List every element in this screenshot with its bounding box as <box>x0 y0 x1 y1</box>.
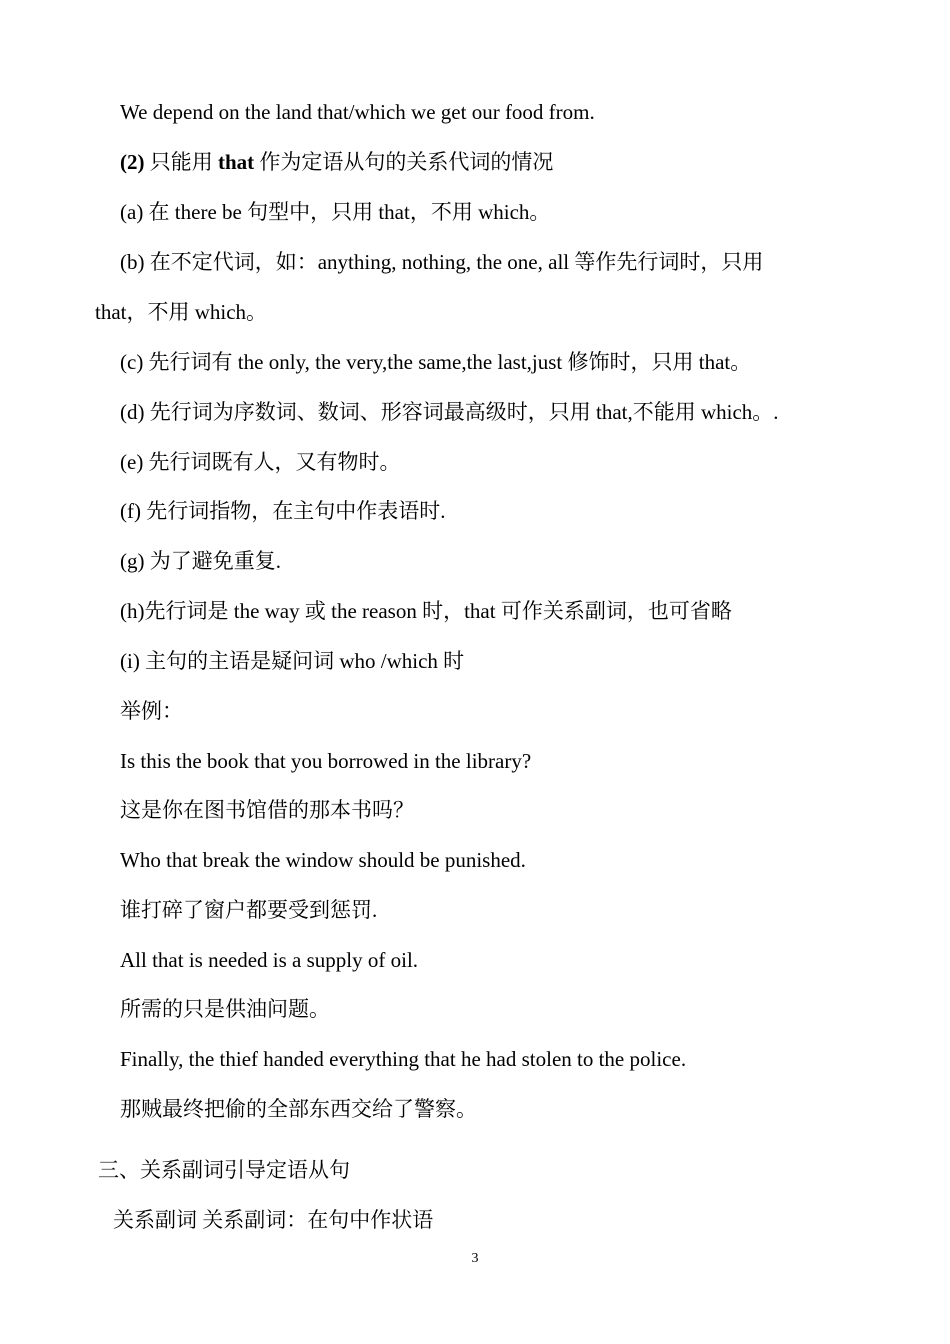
rule-e: (e) 先行词既有人，又有物时。 <box>120 450 401 474</box>
rule-b: (b) 在不定代词，如：anything, nothing, the one, all 等作先行词时，只用 <box>120 250 764 274</box>
rule-c: (c) 先行词有 the only, the very,the same,the last,just 修饰时，只用 that。 <box>120 350 752 374</box>
example-3-english: All that is needed is a supply of oil. <box>120 948 419 972</box>
example-1-chinese: 这是你在图书馆借的那本书吗？ <box>120 798 414 822</box>
example-4-english: Finally, the thief handed everything that he had stolen to the police. <box>120 1047 687 1071</box>
example-sentence-land: We depend on the land that/which we get our food from. <box>120 100 595 124</box>
rule-f: (f) 先行词指物，在主句中作表语时. <box>120 499 446 523</box>
rule-a: (a) 在 there be 句型中，只用 that，不用 which。 <box>120 200 551 224</box>
page-number: 3 <box>471 1251 479 1266</box>
examples-label: 举例： <box>120 699 183 723</box>
example-3-chinese: 所需的只是供油问题。 <box>120 997 330 1021</box>
example-2-chinese: 谁打碎了窗户都要受到惩罚. <box>120 898 378 922</box>
example-1-english: Is this the book that you borrowed in the library? <box>120 749 532 773</box>
rule-b-continued: that，不用 which。 <box>95 300 268 324</box>
relative-adverb-definition: 关系副词 关系副词：在句中作状语 <box>113 1208 434 1232</box>
heading-keyword-that: that <box>218 150 255 174</box>
rule-g: (g) 为了避免重复. <box>120 549 281 573</box>
section-heading-relative-adverbs: 三、关系副词引导定语从句 <box>98 1158 350 1182</box>
item-number-2: (2) <box>120 150 145 174</box>
heading-text-part2: 作为定语从句的关系代词的情况 <box>254 150 554 174</box>
heading-text-part1: 只能用 <box>144 150 218 174</box>
example-2-english: Who that break the window should be punished. <box>120 848 526 872</box>
rule-h: (h)先行词是 the way 或 the reason 时，that 可作关系副词，也可省略 <box>120 599 732 623</box>
section-heading-that-only <box>120 147 553 177</box>
rule-i: (i) 主句的主语是疑问词 who /which 时 <box>120 649 465 673</box>
rule-d: (d) 先行词为序数词、数词、形容词最高级时，只用 that,不能用 which。. <box>120 400 779 424</box>
example-4-chinese: 那贼最终把偷的全部东西交给了警察。 <box>120 1097 477 1121</box>
